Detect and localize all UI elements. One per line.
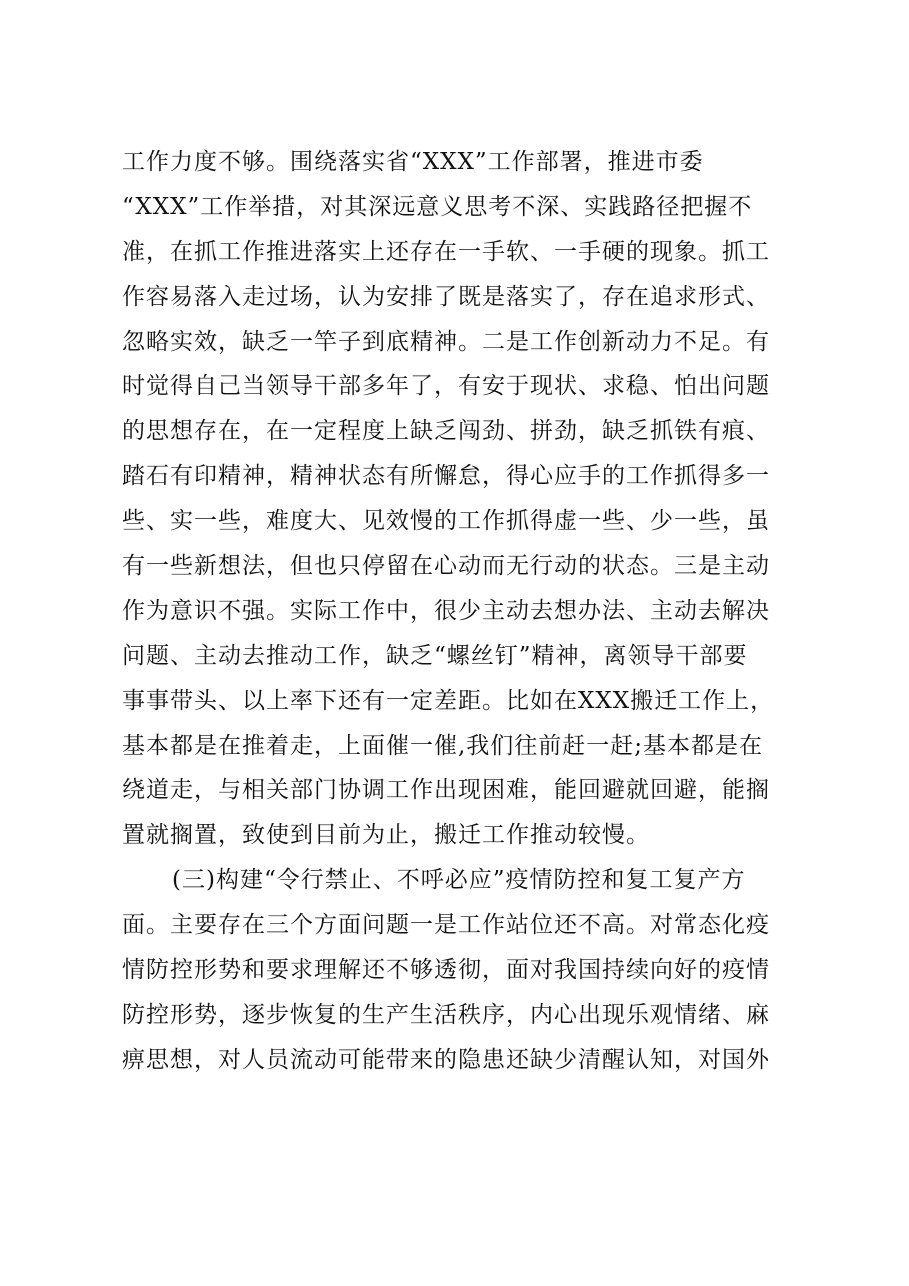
text-line: 有一些新想法，但也只停留在心动而无行动的状态。三是主动 — [122, 553, 770, 580]
text-line: 事事带头、以上率下还有一定差距。比如在XXX搬迁工作上， — [122, 687, 775, 714]
text-line: 防控形势，逐步恢复的生产生活秩序，内心出现乐观情绪、麻 — [122, 1001, 770, 1028]
text-line: 工作力度不够。围绕落实省“XXX”工作部署，推进市委 — [122, 149, 704, 175]
text-line: 基本都是在推着走，上面催一催,我们往前赶一赶;基本都是在 — [122, 732, 764, 759]
text-line: 准，在抓工作推进落实上还存在一手软、一手硬的现象。抓工 — [122, 238, 770, 265]
text-line: 情防控形势和要求理解还不够透彻，面对我国持续向好的疫情 — [122, 957, 770, 984]
text-line: 忽略实效，缺乏一竿子到底精神。二是工作创新动力不足。有 — [122, 328, 770, 355]
text-line: 问题、主动去推动工作，缺乏“螺丝钉”精神，离领导干部要 — [122, 642, 748, 669]
body-text — [122, 147, 782, 1090]
text-line: 置就搁置，致使到目前为止，搬迁工作推动较慢。 — [122, 822, 650, 849]
text-line: 时觉得自己当领导干部多年了，有安于现状、求稳、怕出问题 — [122, 373, 770, 400]
text-line: 踏石有印精神，精神状态有所懈怠，得心应手的工作抓得多一 — [122, 463, 770, 490]
text-line: 的思想存在，在一定程度上缺乏闯劲、拼劲，缺乏抓铁有痕、 — [122, 418, 770, 445]
text-line: 绕道走，与相关部门协调工作出现困难，能回避就回避，能搁 — [122, 777, 770, 804]
text-line: 痹思想，对人员流动可能带来的隐患还缺少清醒认知，对国外 — [122, 1046, 770, 1073]
text-line: 些、实一些，难度大、见效慢的工作抓得虚一些、少一些，虽 — [122, 508, 770, 535]
text-line: 作为意识不强。实际工作中，很少主动去想办法、主动去解决 — [122, 597, 770, 624]
section-heading-line: (三)构建“令行禁止、不呼必应”疫情防控和复工复产方 — [172, 867, 746, 894]
text-line: 作容易落入走过场，认为安排了既是落实了，存在追求形式、 — [122, 283, 770, 310]
text-line: “XXX”工作举措，对其深远意义思考不深、实践路径把握不 — [122, 193, 753, 220]
text-line: 面。主要存在三个方面问题一是工作站位还不高。对常态化疫 — [122, 912, 770, 939]
